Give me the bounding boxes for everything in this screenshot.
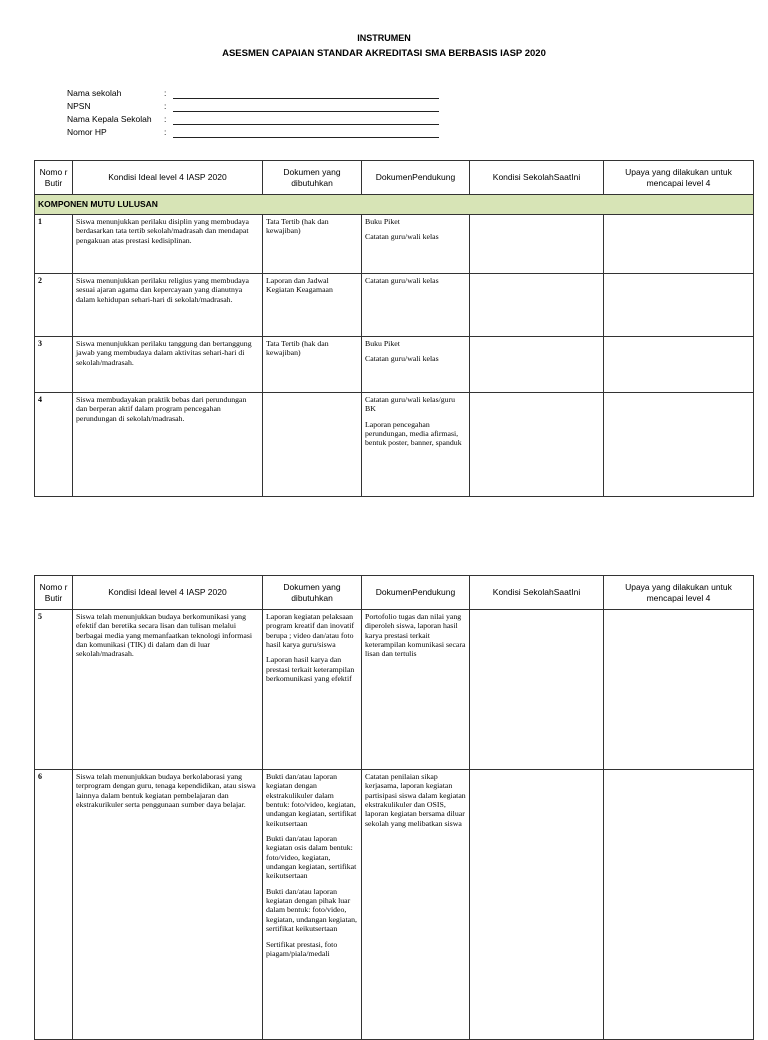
pendukung-cell: Portofolio tugas dan nilai yang diperoleh siswa, laporan hasil karya prestasi terkait keterampilan komunikasi secara lisan dan tertulis	[362, 610, 470, 770]
field-label: Nama sekolah	[67, 88, 122, 98]
dokumen-cell: Bukti dan/atau laporan kegiatan dengan ekstrakulikuler dalam bentuk: foto/video, kegiatan, undangan kegiatan, sertifikat keikutsertaan Bukti dan/atau laporan kegiatan osis dalam bentuk: foto/video, kegiatan, undangan kegiatan, sertifikat keikutsertaan Bukti dan/atau laporan kegiatan dengan pihak luar dalam bentuk: foto/video, kegiatan, undangan kegiatan, sertifikat keikutsertaan Sertifikat prestasi, foto piagam/piala/medali	[263, 770, 362, 1040]
kondisi-sekolah-cell[interactable]	[470, 274, 604, 337]
col-header-dokumen-pendukung: DokumenPendukung	[362, 576, 470, 610]
section-row	[35, 195, 754, 215]
upaya-cell[interactable]	[604, 393, 754, 497]
table-header-row	[35, 161, 754, 195]
document-subtitle: ASESMEN CAPAIAN STANDAR AKREDITASI SMA BERBASIS IASP 2020	[222, 48, 546, 59]
field-blank-line[interactable]	[173, 137, 439, 138]
assessment-table-1	[34, 160, 754, 497]
col-header-nomor: Nomo r Butir	[35, 576, 73, 610]
table-row	[35, 337, 754, 393]
document-title: INSTRUMEN	[357, 33, 411, 43]
upaya-cell[interactable]	[604, 770, 754, 1040]
upaya-cell[interactable]	[604, 274, 754, 337]
kondisi-sekolah-cell[interactable]	[470, 337, 604, 393]
kondisi-ideal-cell: Siswa telah menunjukkan budaya berkomunikasi yang efektif dan beretika secara lisan dan tulisan melalui berbagai media yang memanfaatkan teknologi informasi dan komunikasi (TIK) di dalam dan di luar sekolah/madrasah.	[73, 610, 263, 770]
kondisi-sekolah-cell[interactable]	[470, 770, 604, 1040]
dokumen-cell: Laporan kegiatan pelaksaan program kreatif dan inovatif berupa ; video dan/atau foto hasil karya guru/siswa Laporan hasil karya dan prestasi terkait keterampilan berkomunikasi yang efektif	[263, 610, 362, 770]
dokumen-cell: Tata Tertib (hak dan kewajiban)	[263, 337, 362, 393]
col-header-dokumen: Dokumen yang dibutuhkan	[263, 161, 362, 195]
table-row	[35, 274, 754, 337]
col-header-kondisi-ideal: Kondisi Ideal level 4 IASP 2020	[73, 576, 263, 610]
col-header-dokumen: Dokumen yang dibutuhkan	[263, 576, 362, 610]
col-header-kondisi-ideal: Kondisi Ideal level 4 IASP 2020	[73, 161, 263, 195]
item-number: 6	[35, 770, 73, 1040]
pendukung-cell: Catatan guru/wali kelas/guru BK Laporan pencegahan perundungan, media afirmasi, bentuk poster, banner, spanduk	[362, 393, 470, 497]
table-row	[35, 770, 754, 1040]
field-blank-line[interactable]	[173, 111, 439, 112]
field-label: Nomor HP	[67, 127, 107, 137]
kondisi-ideal-cell: Siswa menunjukkan perilaku tanggung dan bertanggung jawab yang membudaya dalam aktivitas sehari-hari di sekolah/madrasah.	[73, 337, 263, 393]
table-row	[35, 393, 754, 497]
pendukung-cell: Catatan penilaian sikap kerjasama, laporan kegiatan partisipasi siswa dalam kegiatan ekstrakulikuler dan OSIS, laporan kegiatan bersama diluar sekolah yang melibatkan siswa	[362, 770, 470, 1040]
dokumen-cell: Laporan dan Jadwal Kegiatan Keagamaan	[263, 274, 362, 337]
item-number: 1	[35, 215, 73, 274]
dokumen-cell	[263, 393, 362, 497]
table-header-row	[35, 576, 754, 610]
kondisi-ideal-cell: Siswa menunjukkan perilaku disiplin yang membudaya berdasarkan tata tertib sekolah/madrasah dan mendapat pengakuan atas prestasi kedisiplinan.	[73, 215, 263, 274]
kondisi-sekolah-cell[interactable]	[470, 215, 604, 274]
kondisi-ideal-cell: Siswa telah menunjukkan budaya berkolaborasi yang terprogram dengan guru, tenaga kependidikan, atau siswa lainnya dalam bentuk kegiatan pembelajaran dan ekstrakurikuler serta penggunaan sumber daya belajar.	[73, 770, 263, 1040]
col-header-kondisi-sekolah: Kondisi SekolahSaatIni	[470, 161, 604, 195]
assessment-table-2	[34, 575, 754, 1040]
pendukung-cell: Catatan guru/wali kelas	[362, 274, 470, 337]
kondisi-ideal-cell: Siswa membudayakan praktik bebas dari perundungan dan berperan aktif dalam program pencegahan perundungan di sekolah/madrasah.	[73, 393, 263, 497]
field-label: Nama Kepala Sekolah	[67, 114, 152, 124]
dokumen-cell: Tata Tertib (hak dan kewajiban)	[263, 215, 362, 274]
item-number: 5	[35, 610, 73, 770]
table-row	[35, 610, 754, 770]
col-header-kondisi-sekolah: Kondisi SekolahSaatIni	[470, 576, 604, 610]
upaya-cell[interactable]	[604, 337, 754, 393]
field-label: NPSN	[67, 101, 91, 111]
kondisi-sekolah-cell[interactable]	[470, 610, 604, 770]
section-title: KOMPONEN MUTU LULUSAN	[35, 195, 754, 215]
kondisi-ideal-cell: Siswa menunjukkan perilaku religius yang membudaya sesuai ajaran agama dan kepercayaan yang dianutnya dalam kehidupan sehari-hari di sekolah/madrasah.	[73, 274, 263, 337]
col-header-upaya: Upaya yang dilakukan untuk mencapai level 4	[604, 161, 754, 195]
item-number: 2	[35, 274, 73, 337]
upaya-cell[interactable]	[604, 215, 754, 274]
field-blank-line[interactable]	[173, 124, 439, 125]
col-header-dokumen-pendukung: DokumenPendukung	[362, 161, 470, 195]
col-header-upaya: Upaya yang dilakukan untuk mencapai level 4	[604, 576, 754, 610]
table-row	[35, 215, 754, 274]
upaya-cell[interactable]	[604, 610, 754, 770]
kondisi-sekolah-cell[interactable]	[470, 393, 604, 497]
col-header-nomor: Nomo r Butir	[35, 161, 73, 195]
item-number: 4	[35, 393, 73, 497]
pendukung-cell: Buku Piket Catatan guru/wali kelas	[362, 337, 470, 393]
field-blank-line[interactable]	[173, 98, 439, 99]
pendukung-cell: Buku Piket Catatan guru/wali kelas	[362, 215, 470, 274]
item-number: 3	[35, 337, 73, 393]
